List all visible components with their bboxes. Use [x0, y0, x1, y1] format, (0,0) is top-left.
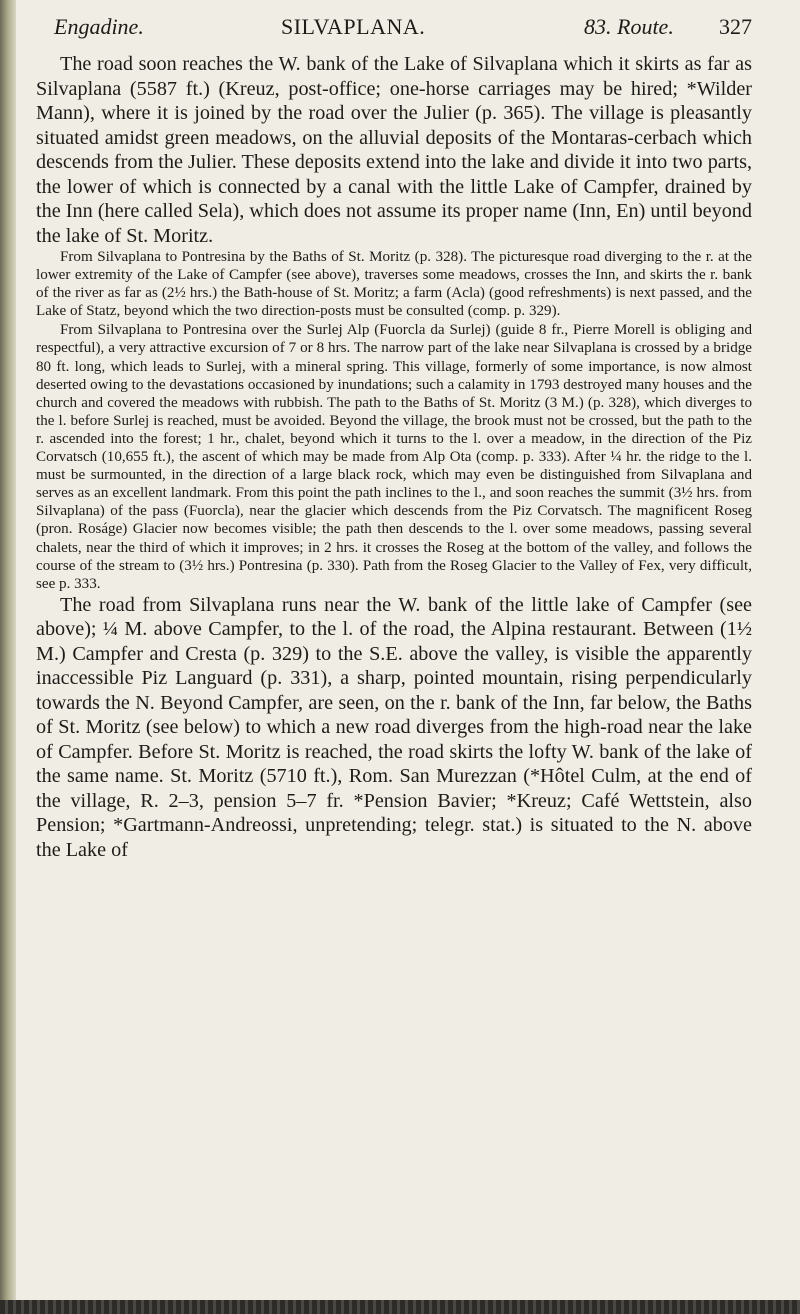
paragraph-walk-surlej [36, 321, 752, 592]
paragraph-road-intro [36, 52, 752, 248]
page-bottom-edge [0, 1300, 800, 1314]
book-page [36, 14, 752, 862]
book-binding-edge [0, 0, 16, 1314]
paragraph-walk-bath-house [36, 248, 752, 320]
paragraph-text: From Silvaplana to Pontresina by the Baths of St. Moritz (p. 328). The picturesque road diverging to the r. at the lower extremity of the Lake of Campfer (see above), traverses some meadows, crosses the Inn, and skirts the r. bank of the river as far as (2½ hrs.) the Bath-house of St. Moritz; a farm (Acla) (good refreshments) is next passed, and the Lake of Statz, beyond which the two direction-posts must be consulted (comp. p. 329). [36, 249, 752, 320]
header-route: 83. Route. [584, 14, 674, 39]
paragraph-text: The road soon reaches the W. bank of the Lake of Silvaplana which it skirts as far as Silvaplana (5587 ft.) (Kreuz, post-office; one-horse carriages may be hired; *Wilder Mann), where it is joined by the road over the Julier (p. 365). The village is pleasantly situated amidst green meadows, on the alluvial deposits of the Montaras-cerbach which descends from the Julier. These deposits extend into the lake and divide it into two parts, the lower of which is connected by a canal with the little Lake of Campfer, drained by the Inn (here called Sela), which does not assume its proper name (Inn, En) until beyond the lake of St. Moritz. [36, 53, 752, 247]
page-header [36, 14, 752, 50]
paragraph-road-campfer [36, 593, 752, 863]
paragraph-text: The road from Silvaplana runs near the W. bank of the little lake of Campfer (see above); ¼ M. above Campfer, to the l. of the road, the Alpina restaurant. Between (1½ M.) Campfer and Cresta (p. 329) to the S.E. above the valley, is visible the apparently inaccessible Piz Languard (p. 331), a sharp, pointed mountain, rising perpendicularly towards the N. Beyond Campfer, are seen, on the r. bank of the Inn, far below, the Baths of St. Moritz (see below) to which a new road diverges from the high-road near the lake of Campfer. Before St. Moritz is reached, the road skirts the lofty W. bank of the lake of the same name. St. Moritz (5710 ft.), Rom. San Murezzan (*Hôtel Culm, at the end of the village, R. 2–3, pension 5–7 fr. *Pension Bavier; *Kreuz; Café Wettstein, also Pension; *Gartmann-Andreossi, unpretending; telegr. stat.) is situated to the N. above the Lake of [36, 593, 752, 861]
header-page-number: 327 [719, 14, 752, 39]
header-place: SILVAPLANA. [281, 14, 426, 39]
paragraph-text: From Silvaplana to Pontresina over the Surlej Alp (Fuorcla da Surlej) (guide 8 fr., Pierre Morell is obliging and respectful), a very attractive excursion of 7 or 8 hrs. The narrow part of the lake near Silvaplana is crossed by a bridge 80 ft. long, which leads to Surlej, with a mineral spring. This village, formerly of some importance, is now almost deserted owing to the devastations occasioned by inundations; such a calamity in 1793 destroyed many houses and the church and covered the meadows with rubbish. The path to the Baths of St. Moritz (3 M.) (p. 328), which diverges to the l. before Surlej is reached, must be avoided. Beyond the village, the brook must not be crossed, but the path to the r. ascended into the forest; 1 hr., chalet, beyond which it turns to the l. over a meadow, in the direction of the Piz Corvatsch (10,655 ft.), the ascent of which may be made from Alp Ota (comp. p. 333). After ¼ hr. the ridge to the l. must be surmounted, in the direction of a large black rock, which may even be distinguished from Silvaplana and serves as an excellent landmark. From this point the path inclines to the l., and soon reaches the summit (3½ hrs. from Silvaplana) of the pass (Fuorcla), near the glacier which descends from the Piz Corvatsch. The magnificent Roseg (pron. Roságe) Glacier now becomes visible; the path then descends to the l. over some meadows, passing several chalets, near the third of which it improves; in 2 hrs. it crosses the Roseg at the bottom of the valley, and follows the course of the stream to (3½ hrs.) Pontresina (p. 330). Path from the Roseg Glacier to the Valley of Fex, very difficult, see p. 333. [36, 322, 752, 592]
header-region: Engadine. [54, 14, 144, 39]
